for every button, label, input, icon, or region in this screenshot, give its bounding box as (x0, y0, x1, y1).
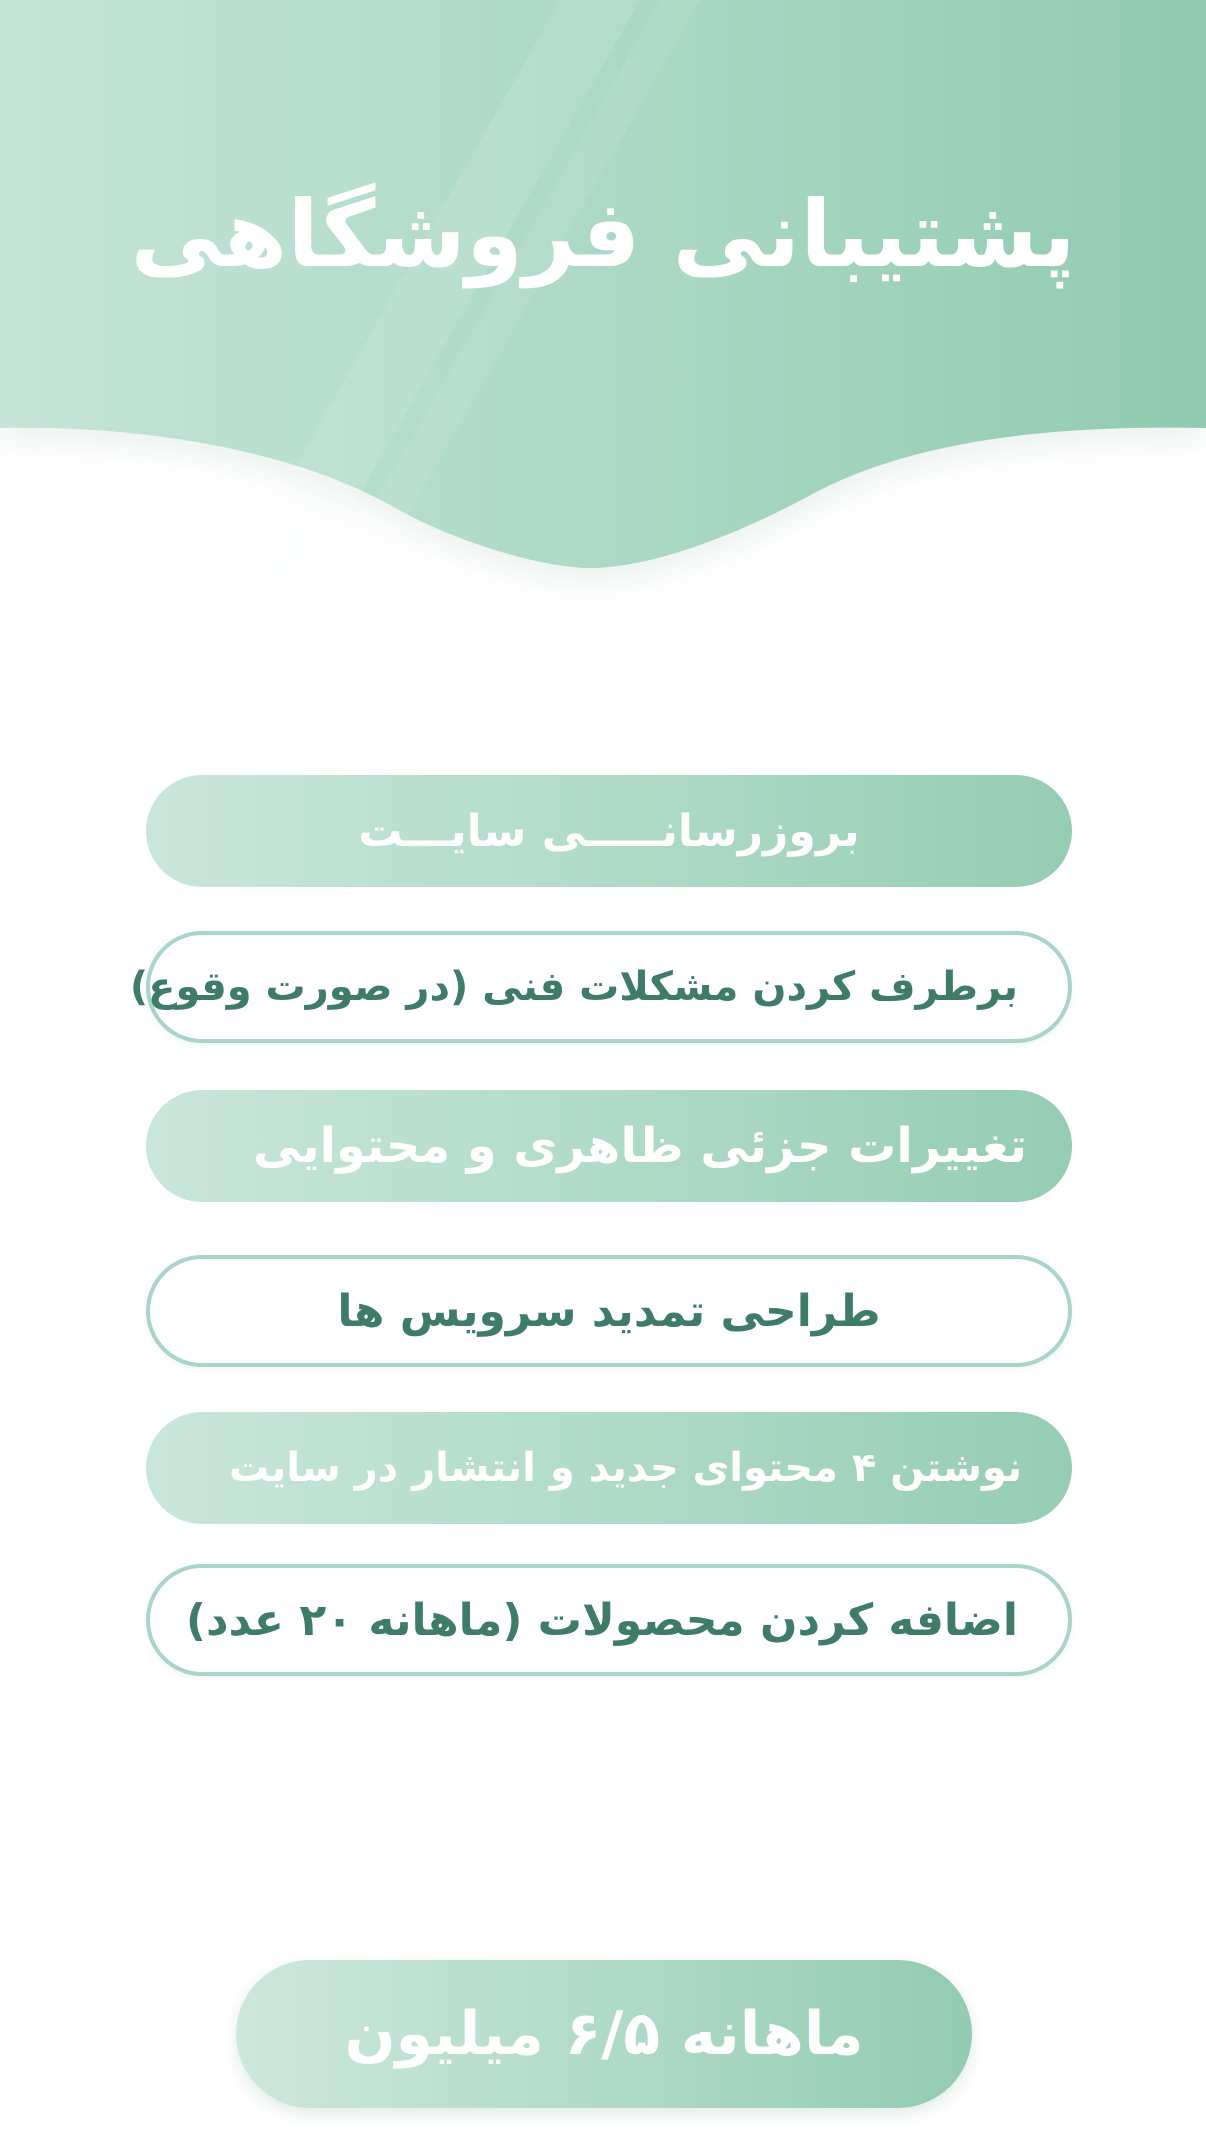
header-banner (0, 0, 1206, 600)
feature-item-label: طراحی تمدید سرویس ها (337, 1285, 881, 1337)
feature-item-label: نوشتن ۴ محتوای جدید و انتشار در سایت (228, 1445, 1022, 1491)
feature-item-content-writing (146, 1412, 1072, 1524)
feature-item-technical-fixes (129, 931, 1072, 1043)
price-label: ماهانه ۶/۵ میلیون (344, 1999, 864, 2069)
feature-item-renewal-design (146, 1255, 1072, 1367)
feature-item-label: برطرف کردن مشکلات فنی (در صورت وقوع) (129, 964, 1018, 1010)
feature-item-label: اضافه کردن محصولات (ماهانه ۲۰ عدد) (185, 1594, 1018, 1646)
feature-item-site-update (146, 775, 1072, 887)
feature-item-add-products (146, 1564, 1072, 1676)
feature-item-label: تغییرات جزئی ظاهری و محتوایی (253, 1118, 1027, 1174)
page-title: پشتیبانی فروشگاهی (130, 181, 1076, 288)
price-badge (236, 1960, 972, 2108)
feature-item-label: بروزرسانـــــی سایـــت (358, 805, 860, 857)
feature-item-visual-changes (146, 1090, 1072, 1202)
